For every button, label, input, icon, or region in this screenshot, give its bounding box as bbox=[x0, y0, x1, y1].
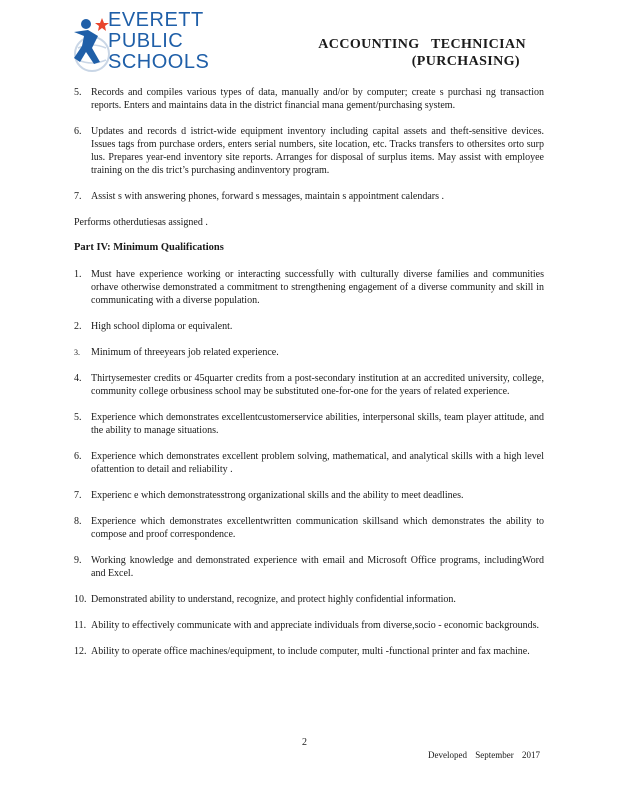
title-line-1: ACCOUNTING TECHNICIAN bbox=[318, 37, 526, 52]
duty-number: 6. bbox=[74, 126, 82, 137]
duty-item bbox=[74, 86, 544, 112]
qualification-number: 1. bbox=[74, 269, 82, 280]
duty-text: Records and compiles various types of data, manually and/or by computer; create s purchasi ng transaction reports. Enters and maintains data in the district financial mana gement/purchasing system. bbox=[91, 87, 544, 111]
qualification-text: Experience which demonstrates excellent problem solving, mathematical, and analytical skills with a high level ofattention to detail and reliability . bbox=[91, 451, 544, 475]
duty-number: 7. bbox=[74, 191, 82, 202]
document-title bbox=[318, 36, 526, 70]
qualification-text: Thirtysemester credits or 45quarter credits from a post-secondary institution at an accredited university, college, community college orbusiness school may be substituted one-for-one for the years of related experience. bbox=[91, 373, 544, 397]
qualification-item bbox=[74, 346, 544, 359]
duty-text: Updates and records d istrict-wide equipment inventory including capital assets and theft-sensitive devices. Issues tags from purchase orders, enters serial numbers, site location, etc. Tracks transfers to othersites orto surp lus. Prepares year-end inventory site reports. Arranges for disposal of surplus items. May assist with employee training on the dis trict’s purchasing andinventory program. bbox=[91, 126, 544, 176]
logo-line-everett: EVERETT bbox=[108, 9, 204, 31]
qualification-item bbox=[74, 320, 544, 333]
duty-text: Assist s with answering phones, forward s messages, maintain s appointment calendars . bbox=[91, 191, 444, 202]
qualification-text: Minimum of threeyears job related experience. bbox=[91, 347, 279, 358]
logo-wordmark bbox=[108, 10, 209, 73]
qualification-number: 12. bbox=[74, 646, 87, 657]
footer-developed-date: Developed September 2017 bbox=[428, 750, 540, 760]
document-body bbox=[74, 86, 544, 671]
qualification-item bbox=[74, 372, 544, 398]
qualification-text: Ability to effectively communicate with and appreciate individuals from diverse,socio - economic backgrounds. bbox=[91, 620, 540, 631]
qualification-text: High school diploma or equivalent. bbox=[91, 321, 233, 332]
logo-line-schools: SCHOOLS bbox=[108, 51, 210, 73]
qualification-item bbox=[74, 450, 544, 476]
qualification-item bbox=[74, 268, 544, 307]
title-line-2: (PURCHASING) bbox=[411, 54, 520, 69]
qualification-item bbox=[74, 645, 544, 658]
qualification-text: Demonstrated ability to understand, recognize, and protect highly confidential information. bbox=[91, 594, 456, 605]
qualification-item bbox=[74, 554, 544, 580]
qualification-number: 3. bbox=[74, 348, 80, 357]
qualification-number: 4. bbox=[74, 373, 82, 384]
qualification-number: 11. bbox=[74, 620, 87, 631]
qualification-item bbox=[74, 411, 544, 437]
section-heading: Part IV: Minimum Qualifications bbox=[74, 242, 224, 253]
qualification-text: Experience which demonstrates excellentwritten communication skillsand which demonstrates the ability to compose and proof correspondence. bbox=[91, 516, 544, 540]
qualification-text: Experience which demonstrates excellentcustomerservice abilities, interpersonal skills, team player attitude, and the ability to manage situations. bbox=[91, 412, 544, 436]
duty-item bbox=[74, 190, 544, 203]
duty-number: 5. bbox=[74, 87, 82, 98]
qualification-item bbox=[74, 489, 544, 502]
page-number: 2 bbox=[302, 737, 307, 748]
qualification-item bbox=[74, 593, 544, 606]
duty-item bbox=[74, 125, 544, 177]
qualification-item bbox=[74, 515, 544, 541]
qualification-text: Experienc e which demonstratesstrong organizational skills and the ability to meet deadlines. bbox=[91, 490, 464, 501]
qualification-item bbox=[74, 619, 544, 632]
logo-line-public: PUBLIC bbox=[108, 30, 184, 52]
qualification-number: 8. bbox=[74, 516, 82, 527]
qualification-number: 7. bbox=[74, 490, 82, 501]
qualification-number: 5. bbox=[74, 412, 82, 423]
qualification-number: 10. bbox=[74, 594, 87, 605]
qualification-number: 9. bbox=[74, 555, 82, 566]
qualification-number: 2. bbox=[74, 321, 82, 332]
running-figure-globe-icon bbox=[70, 14, 112, 78]
qualification-text: Working knowledge and demonstrated experience with email and Microsoft Office programs, includingWord and Excel. bbox=[91, 555, 544, 579]
qualification-text: Ability to operate office machines/equipment, to include computer, multi -functional printer and fax machine. bbox=[91, 646, 530, 657]
other-duties-line: Performs otherdutiesas assigned . bbox=[74, 217, 208, 228]
school-logo bbox=[70, 10, 240, 80]
qualification-number: 6. bbox=[74, 451, 82, 462]
qualification-text: Must have experience working or interacting successfully with culturally diverse families and communities orhave otherwise demonstrated a commitment to strengthening engagement of a diverse community and skill in communicating with a diverse population. bbox=[91, 269, 544, 306]
